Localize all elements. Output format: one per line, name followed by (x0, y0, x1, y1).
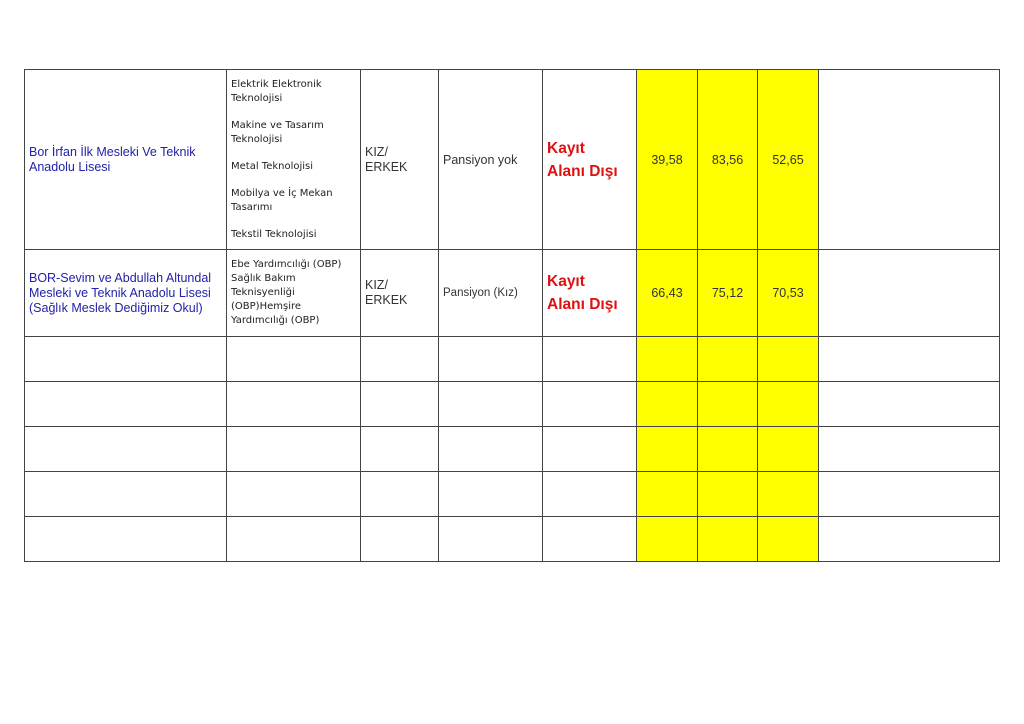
gender-line: ERKEK (365, 293, 408, 307)
empty-cell (819, 382, 1000, 427)
program-item: Elektrik Elektronik Teknolojisi (231, 78, 322, 104)
empty-cell (819, 472, 1000, 517)
status-line: Alanı Dışı (547, 162, 618, 180)
empty-cell (25, 517, 227, 562)
status-line: Alanı Dışı (547, 296, 618, 313)
empty-score-cell (758, 382, 819, 427)
empty-cell (439, 337, 543, 382)
empty-cell (227, 472, 361, 517)
gender-cell (361, 250, 439, 337)
empty-score-cell (758, 517, 819, 562)
status-line: Kayıt (547, 139, 585, 157)
program-item: Mobilya ve İç Mekan Tasarımı (231, 187, 333, 213)
empty-cell (361, 382, 439, 427)
empty-score-cell (698, 517, 758, 562)
table-row (25, 472, 1000, 517)
empty-cell (543, 337, 637, 382)
program-item: Sağlık Bakım Teknisyenliği (OBP)Hemşire Yardımcılığı (OBP) (231, 273, 320, 326)
score-cell: 70,53 (758, 250, 819, 337)
empty-cell (25, 427, 227, 472)
score-cell: 83,56 (698, 70, 758, 250)
gender-line: KIZ/ (365, 278, 388, 292)
empty-cell (227, 517, 361, 562)
empty-score-cell (637, 337, 698, 382)
gender-cell (361, 70, 439, 250)
empty-cell (819, 427, 1000, 472)
program-item: Tekstil Teknolojisi (231, 228, 317, 240)
empty-cell (361, 472, 439, 517)
table-row (25, 427, 1000, 472)
score-cell: 52,65 (758, 70, 819, 250)
empty-cell (227, 337, 361, 382)
table-row (25, 70, 1000, 250)
programs-cell (227, 70, 361, 250)
empty-score-cell (698, 382, 758, 427)
status-line: Kayıt (547, 273, 585, 290)
empty-score-cell (698, 427, 758, 472)
score-cell: 75,12 (698, 250, 758, 337)
score-cell: 66,43 (637, 250, 698, 337)
table-row (25, 337, 1000, 382)
table-row (25, 250, 1000, 337)
score-cell: 39,58 (637, 70, 698, 250)
empty-score-cell (758, 427, 819, 472)
empty-score-cell (758, 472, 819, 517)
empty-cell (25, 472, 227, 517)
empty-score-cell (698, 337, 758, 382)
empty-cell (439, 517, 543, 562)
empty-cell (25, 382, 227, 427)
programs-cell (227, 250, 361, 337)
program-item: Makine ve Tasarım Teknolojisi (231, 119, 324, 145)
table-row (25, 382, 1000, 427)
empty-cell (819, 337, 1000, 382)
extra-cell (819, 250, 1000, 337)
status-cell (543, 70, 637, 250)
empty-cell (819, 517, 1000, 562)
empty-cell (25, 337, 227, 382)
pansiyon-cell: Pansiyon (Kız) (439, 250, 543, 337)
empty-score-cell (637, 472, 698, 517)
empty-score-cell (758, 337, 819, 382)
status-cell (543, 250, 637, 337)
empty-cell (361, 337, 439, 382)
empty-score-cell (637, 382, 698, 427)
table-row (25, 517, 1000, 562)
empty-cell (543, 427, 637, 472)
empty-score-cell (637, 427, 698, 472)
empty-score-cell (637, 517, 698, 562)
gender-line: KIZ/ (365, 144, 388, 159)
school-name-cell: Bor İrfan İlk Mesleki Ve Teknik Anadolu Lisesi (25, 70, 227, 250)
empty-cell (439, 472, 543, 517)
schools-table (24, 69, 1000, 562)
empty-cell (227, 382, 361, 427)
empty-cell (439, 427, 543, 472)
program-item: Metal Teknolojisi (231, 160, 314, 172)
empty-cell (543, 382, 637, 427)
empty-cell (439, 382, 543, 427)
empty-cell (543, 472, 637, 517)
empty-cell (361, 427, 439, 472)
empty-score-cell (698, 472, 758, 517)
school-name-cell: BOR-Sevim ve Abdullah Altundal Mesleki ve Teknik Anadolu Lisesi (Sağlık Meslek Dediğimiz Okul) (25, 250, 227, 337)
extra-cell (819, 70, 1000, 250)
empty-cell (543, 517, 637, 562)
empty-cell (227, 427, 361, 472)
gender-line: ERKEK (365, 159, 408, 174)
program-item: Ebe Yardımcılığı (OBP) (231, 259, 342, 270)
pansiyon-cell: Pansiyon yok (439, 70, 543, 250)
empty-cell (361, 517, 439, 562)
